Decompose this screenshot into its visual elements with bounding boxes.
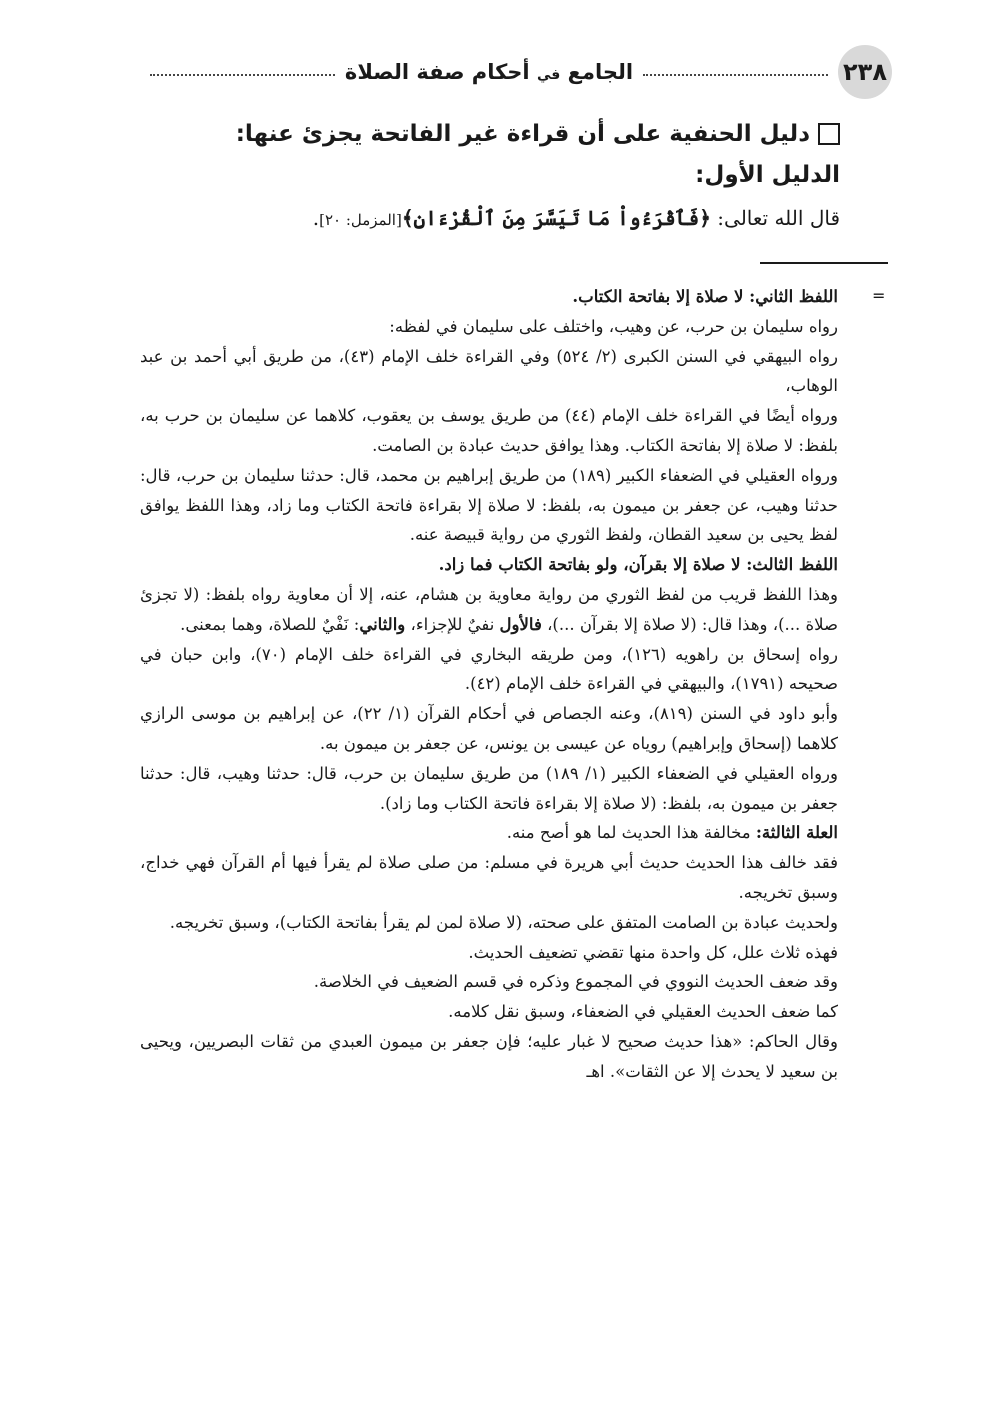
footnote-paragraph: رواه سليمان بن حرب، عن وهيب، واختلف على سليمان في لفظه: xyxy=(389,316,838,336)
section-title-text: دليل الحنفية على أن قراءة غير الفاتحة يجزئ عنها: xyxy=(235,121,810,147)
page-header xyxy=(140,44,892,100)
footnote-text: مخالفة هذا الحديث لما هو أصح منه. xyxy=(506,823,756,843)
footnote-paragraph: ولحديث عبادة بن الصامت المتفق على صحته، (لا صلاة لمن لم يقرأ بفاتحة الكتاب)، وسبق تخريجه. xyxy=(169,912,838,932)
footnote-text: وهذا اللفظ قريب من لفظ الثوري من رواية معاوية بن هشام، عنه، إلا أن معاوية رواه بلفظ: (لا تجزئ صلاة ...)، وهذا قال: (لا صلاة إلا بقرآن ...)، xyxy=(140,584,838,634)
header-dots-right xyxy=(643,74,828,76)
main-section xyxy=(140,114,840,242)
footnote-separator xyxy=(760,262,888,264)
footnote-paragraph: رواه إسحاق بن راهويه (١٢٦)، ومن طريقه البخاري في القراءة خلف الإمام (٧٠)، وابن حبان في صحيحه (١٧٩١)، والبيهقي في القراءة خلف الإمام (٤٢). xyxy=(140,644,838,694)
footnote-label: العلة الثالثة: xyxy=(755,823,838,843)
footnote-paragraph: كما ضعف الحديث العقيلي في الضعفاء، وسبق نقل كلامه. xyxy=(448,1002,838,1022)
footnote-paragraph xyxy=(140,818,838,848)
verse-intro: قال الله تعالى: xyxy=(710,206,840,230)
running-title xyxy=(345,60,633,84)
running-title-main: الجامع xyxy=(567,60,634,84)
footnote-label: والثاني xyxy=(359,614,406,634)
footnote-paragraph xyxy=(140,282,838,312)
footnote-paragraph: ورواه العقيلي في الضعفاء الكبير (١/ ١٨٩) من طريق سليمان بن حرب، قال: حدثنا وهيب، قال: حدثنا جعفر بن ميمون به، بلفظ: (لا صلاة إلا بقراءة فاتحة الكتاب وما زاد). xyxy=(140,763,838,813)
quran-verse: ﴿فَٱقْرَءُواْ مَا تَيَسَّرَ مِنَ ٱلْقُرْءَانِ﴾ xyxy=(401,206,711,230)
footnote-paragraph: ورواه أيضًا في القراءة خلف الإمام (٤٤) من طريق يوسف بن يعقوب، كلاهما عن سليمان بن حرب به، بلفظ: لا صلاة إلا بفاتحة الكتاب. وهذا يوافق حديث عبادة بن الصامت. xyxy=(140,406,838,455)
running-title-small: في xyxy=(536,67,561,83)
page-number: ٢٣٨ xyxy=(838,45,892,99)
footnote-paragraph xyxy=(140,550,838,580)
footnote-label: فالأول xyxy=(499,614,542,634)
verse-line xyxy=(140,196,840,242)
footnote-paragraph: فقد خالف هذا الحديث حديث أبي هريرة في مسلم: من صلى صلاة لم يقرأ فيها أم القرآن فهي خداج، وسبق تخريجه. xyxy=(140,853,838,902)
verse-reference: [المزمل: ٢٠] xyxy=(319,211,402,229)
footnote-paragraph xyxy=(140,580,838,640)
footnote-text: نفيٌ للإجزاء، xyxy=(405,614,500,634)
checkbox-icon xyxy=(818,123,840,145)
footnote-paragraph: وقد ضعف الحديث النووي في المجموع وذكره في قسم الضعيف في الخلاصة. xyxy=(313,972,838,992)
footnote-paragraph: ورواه العقيلي في الضعفاء الكبير (١٨٩) من طريق إبراهيم بن محمد، قال: حدثنا سليمان بن حرب، قال: حدثنا وهيب، عن جعفر بن ميمون به، بلفظ: لا صلاة إلا بقراءة فاتحة الكتاب وما زاد، وهذا اللفظ يوافق لفظ يحيى بن سعيد القطان، ولفظ الثوري من رواية قبيصة عنه. xyxy=(140,465,838,545)
footnote-text: : نَفْيٌ للصلاة، وهما بمعنى. xyxy=(180,614,360,634)
footnote-paragraph: فهذه ثلاث علل، كل واحدة منها تقضي تضعيف الحديث. xyxy=(468,942,838,962)
subheading: الدليل الأول: xyxy=(695,162,840,188)
section-title xyxy=(140,114,840,154)
footnote-label: اللفظ الثاني: لا صلاة إلا بفاتحة الكتاب. xyxy=(572,287,838,306)
verse-end: . xyxy=(312,206,320,230)
footnotes xyxy=(140,282,838,1087)
footnote-label: اللفظ الثالث: لا صلاة إلا بقرآن، ولو بفاتحة الكتاب فما زاد. xyxy=(438,555,838,575)
footnote-continuation-mark: = xyxy=(872,286,886,305)
footnote-paragraph: وقال الحاكم: «هذا حديث صحيح لا غبار عليه؛ فإن جعفر بن ميمون العبدي من ثقات البصريين، ويحيى بن سعيد لا يحدث إلا عن الثقات». اهـ xyxy=(140,1031,838,1081)
header-dots-left xyxy=(150,74,335,76)
footnote-paragraph: رواه البيهقي في السنن الكبرى (٢/ ٥٢٤) وفي القراءة خلف الإمام (٤٣)، من طريق أبي أحمد بن عبد الوهاب، xyxy=(140,346,838,396)
footnote-paragraph: وأبو داود في السنن (٨١٩)، وعنه الجصاص في أحكام القرآن (١/ ٢٢)، عن إبراهيم بن موسى الرازي كلاهما (إسحاق وإبراهيم) روياه عن عيسى بن يونس، عن جعفر بن ميمون به. xyxy=(140,704,839,753)
running-title-rest: أحكام صفة الصلاة xyxy=(344,60,530,84)
